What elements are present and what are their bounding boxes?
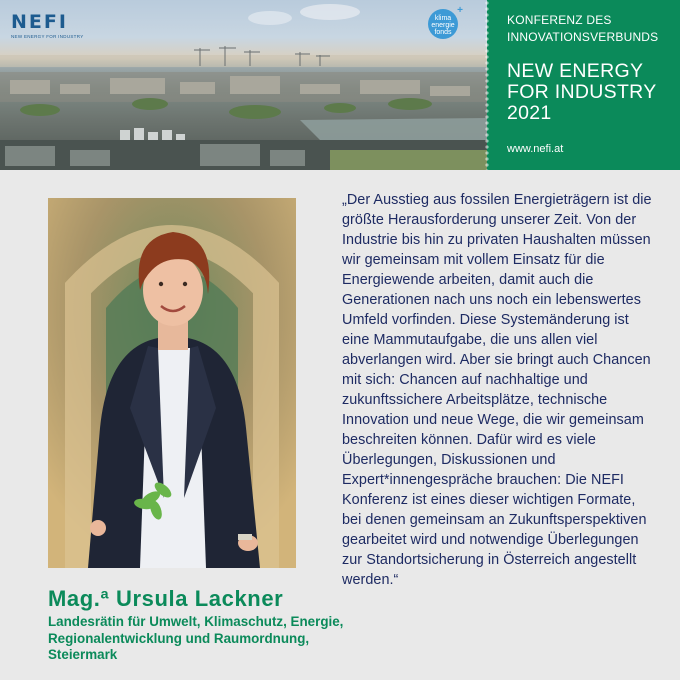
conference-subtitle-line1: KONFERENZ DES [507,13,612,27]
speaker-portrait-illustration [48,198,296,568]
conference-title-year: 2021 [507,102,552,124]
speaker-quote: „Der Ausstieg aus fossilen Energieträgern ist die größte Herausforderung unserer Zeit. Von der Industrie bis hin zu privaten Haushalten müssen wir gemeinsam mit vollem Einsatz für die Energiewende arbeiten, damit auch die Generationen nach uns noch ein lebenswertes Umfeld vorfinden. Diese Systemänderung ist eine Mammutaufgabe, die uns allen viel abverlangen wird. Aber sie bringt auch Chancen mit sich: Chancen auf nachhaltige und zukunftssichere Arbeitsplätze, technische Innovation und neue Wege, die wir gemeinsam beschreiten können. Dafür wird es viele Überlegungen, Diskussionen und Expert*innengespräche brauchen: Die NEFI Konferenz ist eines dieser wichtigen Formate, bei denen gemeinsam an Zukunftsperspektiven gearbeitet wird und notwendige Überlegungen zur Standortsicherung in Österreich angestellt werden.“ [342,192,652,588]
conference-subtitle-line2: INNOVATIONSVERBUNDS [507,30,659,44]
nefi-logo-tagline: NEW ENERGY FOR INDUSTRY [11,34,84,39]
klima-logo-plus-icon: + [457,5,463,16]
speaker-portrait [48,198,296,568]
conference-subtitle [507,12,658,46]
nefi-logo [11,11,84,39]
speaker-role: Landesrätin für Umwelt, Klimaschutz, Energie, Regionalentwicklung und Raumordnung, Steiermark [48,614,344,662]
header-banner [0,0,680,170]
conference-title [507,61,657,124]
stamp-edge-decoration [483,0,491,170]
klima-energie-fonds-logo [428,5,463,39]
klima-logo-text: klima energie fonds [431,15,455,36]
conference-title-line1: NEW ENERGY [507,60,644,82]
conference-title-panel [487,0,680,170]
website-url: www.nefi.at [507,143,564,155]
city-harbor-photo [0,0,487,170]
speaker-name: Mag.ª Ursula Lackner [48,586,284,611]
nefi-logo-wordmark: NEFI [11,11,68,33]
conference-title-line2: FOR INDUSTRY [507,81,657,103]
